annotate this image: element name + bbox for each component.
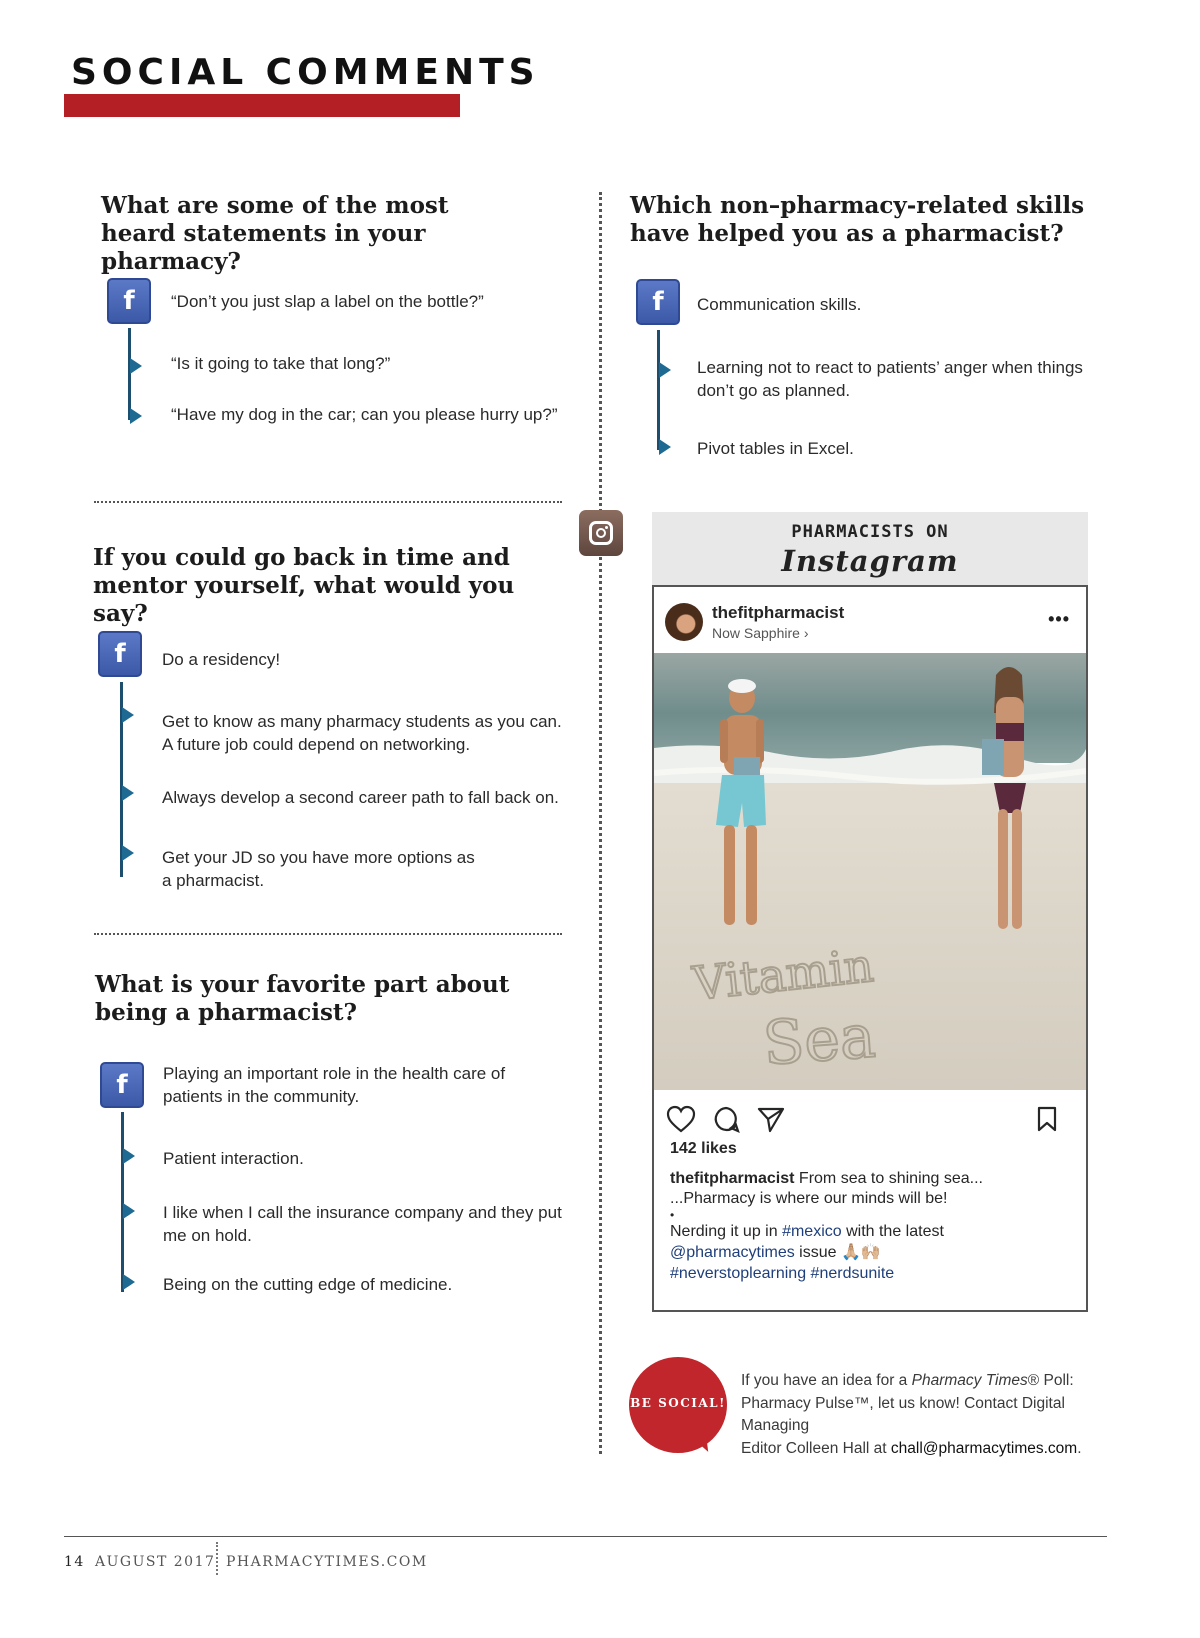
- note-text: If you have an idea for a: [741, 1372, 912, 1389]
- question-heading: What are some of the most heard statements in your pharmacy?: [101, 192, 449, 275]
- caption-line: [670, 1168, 1080, 1189]
- be-social-note: [741, 1370, 1121, 1460]
- comment-thread-line: [121, 1112, 124, 1292]
- more-options-icon[interactable]: •••: [1048, 609, 1070, 629]
- thread-arrow: [122, 707, 134, 723]
- comment-text: Always develop a second career path to fall back on.: [162, 788, 559, 807]
- section-title: SOCIAL COMMENTS: [71, 52, 540, 93]
- thread-arrow: [659, 362, 671, 378]
- thread-arrow: [122, 785, 134, 801]
- note-text: Pharmacy Pulse™, let us know! Contact Digital Managing: [741, 1394, 1065, 1434]
- comment-text: Playing an important role in the health care of patients in the community.: [163, 1064, 506, 1106]
- comment-bubble-icon[interactable]: [712, 1105, 740, 1133]
- footer-separator: [216, 1542, 218, 1575]
- instagram-heading-brand: Instagram: [781, 544, 959, 578]
- hashtag-link[interactable]: #neverstoplearning #nerdsunite: [670, 1265, 895, 1282]
- post-username[interactable]: thefitpharmacist: [712, 603, 845, 622]
- instagram-heading-top: PHARMACISTS ON: [791, 522, 949, 542]
- thread-arrow: [130, 408, 142, 424]
- section-divider: [94, 933, 562, 935]
- comment-thread-line: [657, 330, 660, 450]
- thread-arrow: [123, 1274, 135, 1290]
- caption-line: ...Pharmacy is where our minds will be!: [670, 1190, 948, 1207]
- sand-writing: Sea: [760, 1001, 878, 1080]
- caption-line: [670, 1221, 1080, 1242]
- title-underline-bar: [64, 94, 460, 117]
- post-location[interactable]: Now Sapphire ›: [712, 625, 809, 641]
- instagram-icon: [579, 510, 623, 556]
- thread-arrow: [130, 358, 142, 374]
- like-heart-icon[interactable]: [666, 1105, 696, 1133]
- page-number: 14: [64, 1554, 85, 1570]
- comment-text: Being on the cutting edge of medicine.: [163, 1275, 453, 1294]
- comment-text: “Don’t you just slap a label on the bottle?”: [171, 292, 484, 311]
- thread-arrow: [123, 1148, 135, 1164]
- column-divider: [599, 192, 602, 1454]
- note-text: .: [1077, 1439, 1082, 1457]
- caption-username[interactable]: thefitpharmacist: [670, 1170, 795, 1187]
- question-heading: Which non–pharmacy-related skills have helped you as a pharmacist?: [630, 192, 1085, 247]
- facebook-icon: f: [98, 631, 142, 677]
- mention-link[interactable]: @pharmacytimes: [670, 1244, 795, 1261]
- comment-text: Get to know as many pharmacy students as you can. A future job could depend on networking.: [162, 712, 562, 754]
- thread-arrow: [123, 1203, 135, 1219]
- thread-arrow: [659, 439, 671, 455]
- instagram-post: [652, 585, 1088, 1312]
- comment-text: Do a residency!: [162, 650, 281, 669]
- avatar[interactable]: [665, 603, 703, 641]
- post-photo: [654, 653, 1086, 1090]
- publication-name: Pharmacy Times: [911, 1372, 1028, 1389]
- share-send-icon[interactable]: [756, 1105, 786, 1133]
- comment-text: Patient interaction.: [163, 1149, 304, 1168]
- bookmark-icon[interactable]: [1036, 1105, 1058, 1133]
- comment-text: Communication skills.: [697, 295, 862, 314]
- instagram-heading: [652, 512, 1088, 586]
- comment-text: Get your JD so you have more options as a pharmacist.: [162, 848, 475, 890]
- facebook-icon: f: [107, 278, 151, 324]
- comment-thread-line: [128, 328, 131, 420]
- sand-writing: Vitamin: [690, 938, 877, 1011]
- site-link[interactable]: PHARMACYTIMES.COM: [226, 1554, 428, 1570]
- facebook-icon: f: [636, 279, 680, 325]
- comment-text: “Have my dog in the car; can you please hurry up?”: [171, 405, 558, 424]
- caption-text: Nerding it up in: [670, 1223, 783, 1240]
- question-heading: If you could go back in time and mentor yourself, what would you say?: [93, 544, 515, 627]
- caption-text: From sea to shining sea...: [794, 1170, 983, 1187]
- hashtag-link[interactable]: #mexico: [782, 1223, 842, 1240]
- comment-text: I like when I call the insurance company and they put me on hold.: [163, 1203, 562, 1245]
- email-link[interactable]: chall@pharmacytimes.com: [890, 1439, 1078, 1457]
- footer-rule: [64, 1536, 1107, 1537]
- like-count[interactable]: 142 likes: [670, 1140, 737, 1157]
- caption-text: with the latest: [841, 1223, 944, 1240]
- comment-text: Learning not to react to patients’ anger when things don’t go as planned.: [697, 358, 1083, 400]
- question-heading: What is your favorite part about being a pharmacist?: [95, 971, 510, 1026]
- caption-text: issue 🙏🏼🙌🏼: [794, 1244, 881, 1261]
- caption-line: [670, 1242, 1080, 1263]
- note-text: Editor Colleen Hall at: [741, 1439, 891, 1457]
- be-social-label: BE SOCIAL!: [630, 1396, 726, 1410]
- comment-text: Pivot tables in Excel.: [697, 439, 854, 458]
- comment-text: “Is it going to take that long?”: [171, 354, 391, 373]
- note-text: ® Poll:: [1027, 1372, 1074, 1389]
- caption-bullet: •: [670, 1208, 675, 1222]
- thread-arrow: [122, 845, 134, 861]
- facebook-icon: f: [100, 1062, 144, 1108]
- section-divider: [94, 501, 562, 503]
- issue-date: AUGUST 2017: [95, 1554, 216, 1570]
